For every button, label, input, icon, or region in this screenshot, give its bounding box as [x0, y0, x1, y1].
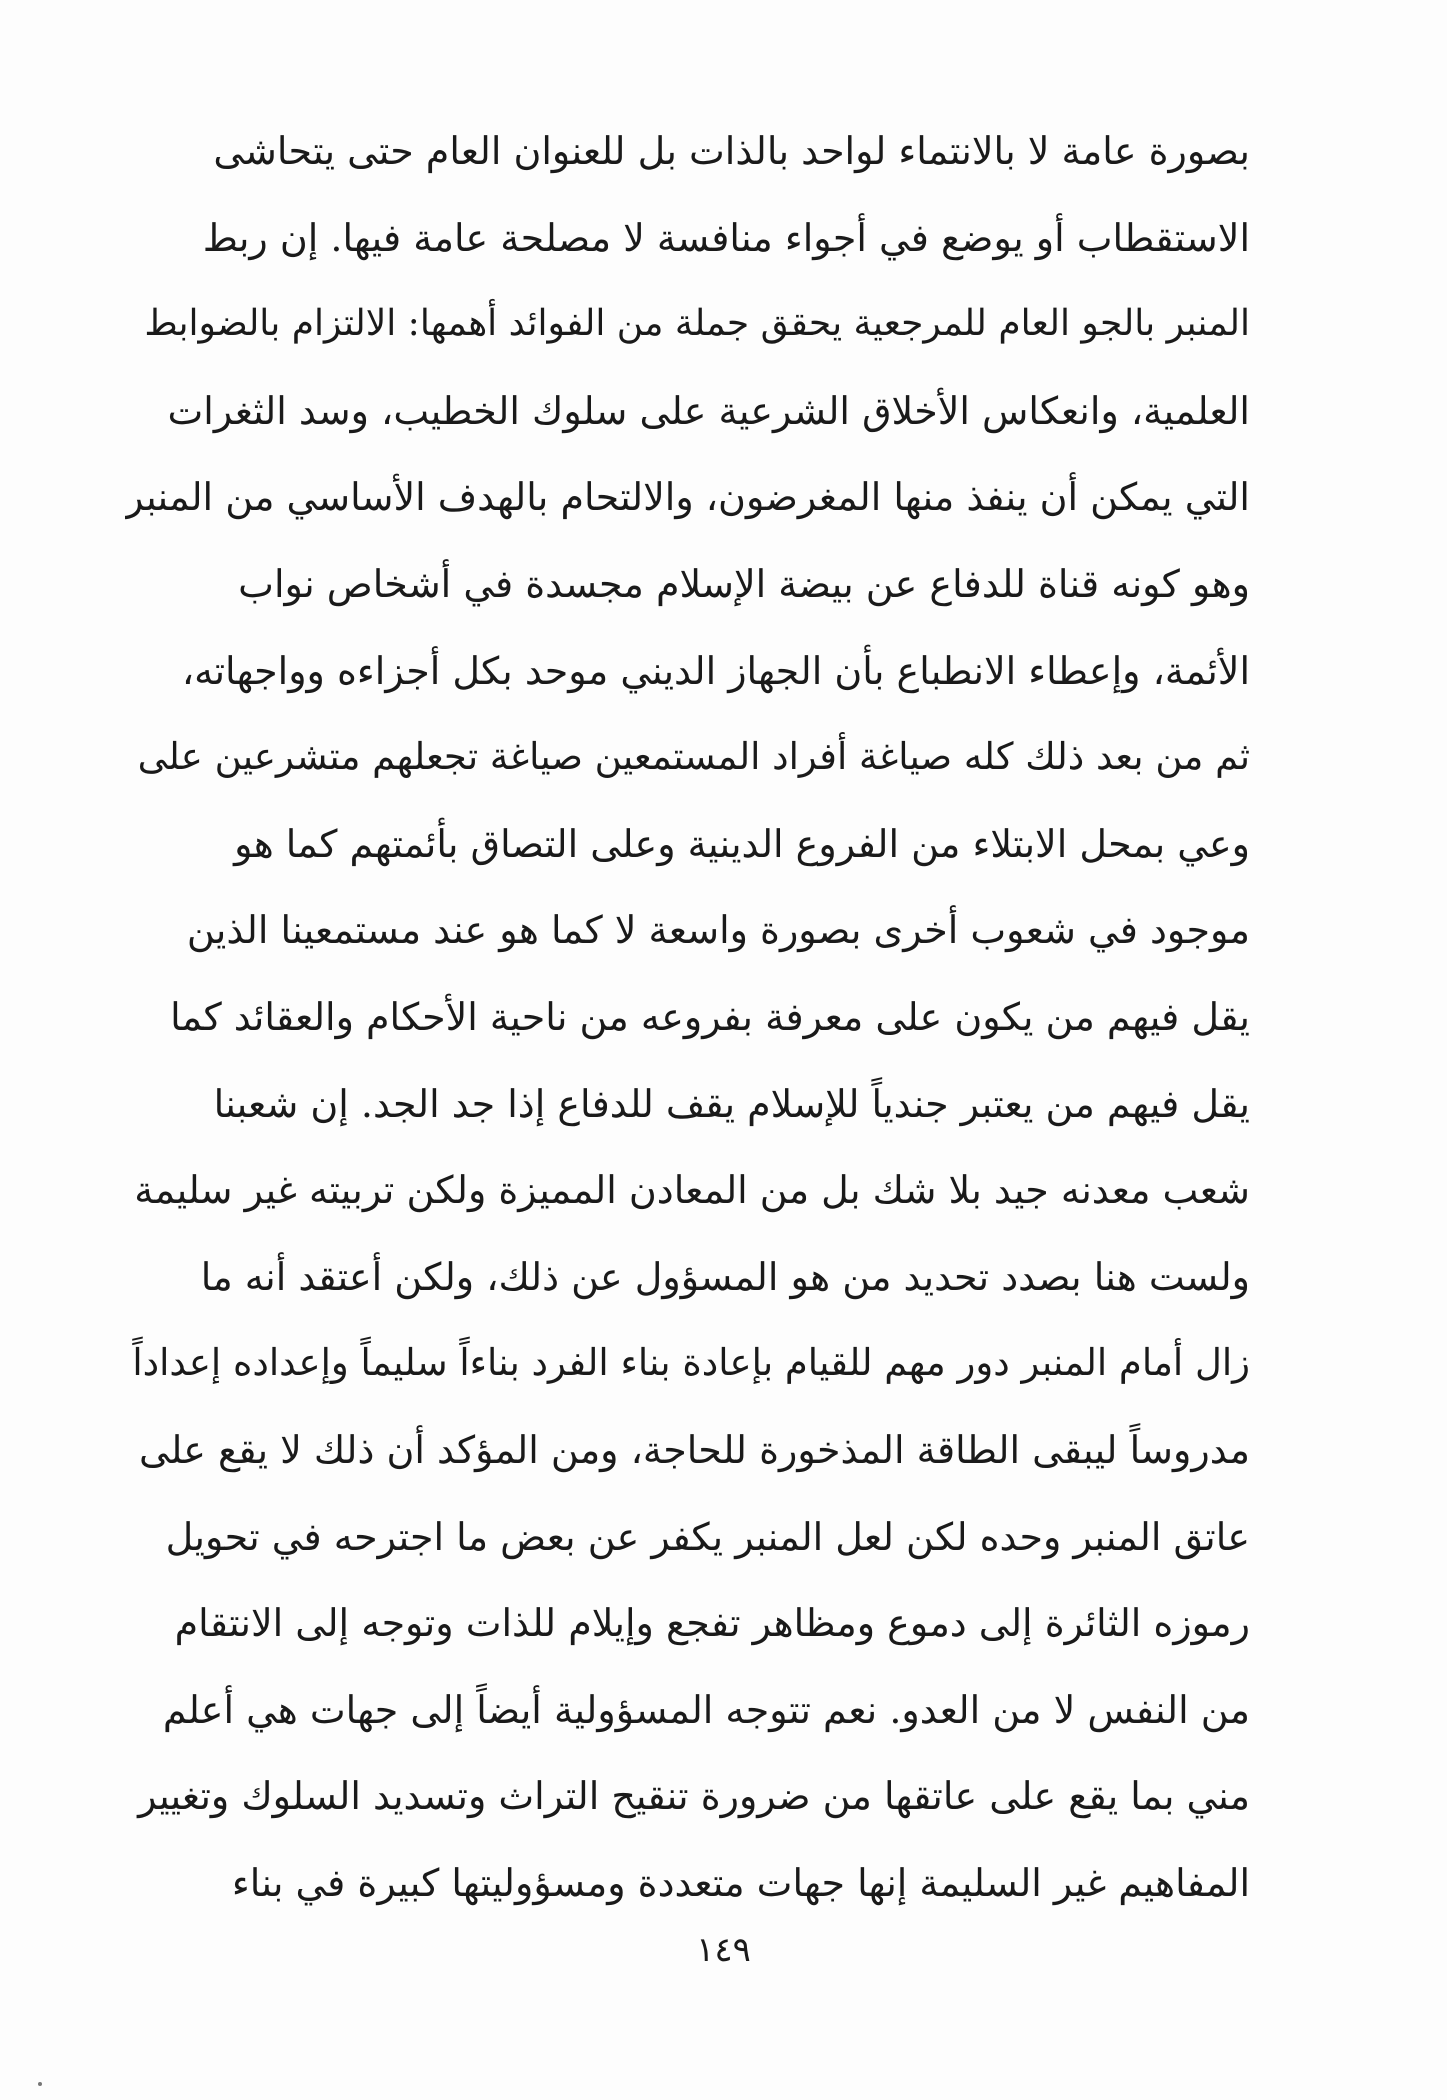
text-line: الأئمة، وإعطاء الانطباع بأن الجهاز الديني موحد بكل أجزاءه وواجهاته،	[181, 648, 1250, 693]
text-line: يقل فيهم من يعتبر جندياً للإسلام يقف للدفاع إذا جد الجد. إن شعبنا	[213, 1081, 1250, 1126]
text-line: رموزه الثائرة إلى دموع ومظاهر تفجع وإيلام للذات وتوجه إلى الانتقام	[174, 1601, 1250, 1646]
text-line: شعب معدنه جيد بلا شك بل من المعادن المميزة ولكن تربيته غير سليمة	[134, 1168, 1250, 1213]
text-line: وهو كونه قناة للدفاع عن بيضة الإسلام مجسدة في أشخاص نواب	[238, 561, 1250, 606]
text-line: مدروساً ليبقى الطاقة المذخورة للحاجة، ومن المؤكد أن ذلك لا يقع على	[139, 1427, 1250, 1472]
text-line: زال أمام المنبر دور مهم للقيام بإعادة بناء الفرد بناءاً سليماً وإعداده إعداداً	[132, 1341, 1250, 1385]
body-text	[125, 108, 1250, 1926]
text-line: بصورة عامة لا بالانتماء لواحد بالذات بل للعنوان العام حتى يتحاشى	[213, 129, 1250, 173]
text-line: وعي بمحل الابتلاء من الفروع الدينية وعلى التصاق بأئمتهم كما هو	[234, 821, 1250, 866]
text-line: يقل فيهم من يكون على معرفة بفروعه من ناحية الأحكام والعقائد كما	[170, 994, 1250, 1039]
scan-speck	[38, 2082, 42, 2086]
text-line: ولست هنا بصدد تحديد من هو المسؤول عن ذلك، ولكن أعتقد أنه ما	[200, 1254, 1250, 1299]
text-line: المنبر بالجو العام للمرجعية يحقق جملة من الفوائد أهمها: الالتزام بالضوابط	[144, 303, 1250, 345]
text-line: موجود في شعوب أخرى بصورة واسعة لا كما هو عند مستمعينا الذين	[186, 908, 1250, 953]
text-line: ثم من بعد ذلك كله صياغة أفراد المستمعين صياغة تجعلهم متشرعين على	[137, 735, 1250, 779]
text-line: مني بما يقع على عاتقها من ضرورة تنقيح التراث وتسديد السلوك وتغيير	[138, 1774, 1250, 1819]
text-line: المفاهيم غير السليمة إنها جهات متعددة ومسؤوليتها كبيرة في بناء	[231, 1860, 1250, 1905]
text-line: الاستقطاب أو يوضع في أجواء منافسة لا مصلحة عامة فيها. إن ربط	[202, 215, 1250, 260]
text-line: العلمية، وانعكاس الأخلاق الشرعية على سلوك الخطيب، وسد الثغرات	[167, 388, 1250, 433]
page-number: ١٤٩	[696, 1930, 751, 1970]
text-line: التي يمكن أن ينفذ منها المغرضون، والالتحام بالهدف الأساسي من المنبر	[125, 475, 1250, 520]
text-line: عاتق المنبر وحده لكن لعل المنبر يكفر عن بعض ما اجترحه في تحويل	[165, 1514, 1250, 1559]
text-line: من النفس لا من العدو. نعم تتوجه المسؤولية أيضاً إلى جهات هي أعلم	[162, 1687, 1250, 1732]
